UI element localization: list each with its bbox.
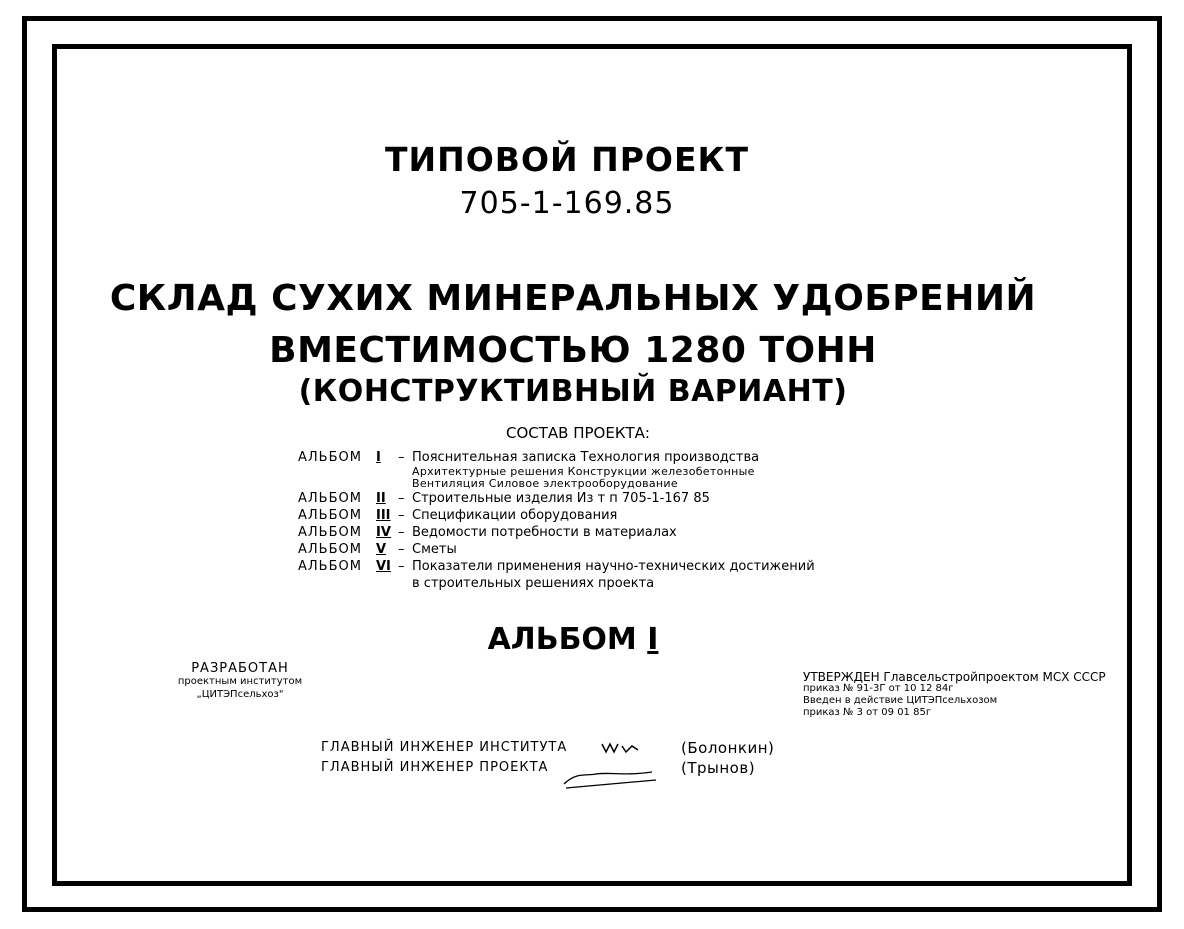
- album-description: [412, 541, 457, 558]
- album-word: АЛЬБОМ: [298, 491, 362, 506]
- album-number: VI: [376, 559, 391, 574]
- album-row: [298, 449, 815, 490]
- developed-heading: РАЗРАБОТАН: [191, 661, 289, 676]
- album-description-line: Строительные изделия Из т п 705-1-167 85: [412, 491, 710, 506]
- album-dash: –: [398, 542, 405, 557]
- album-dash: –: [398, 450, 405, 465]
- developed-block: [150, 662, 330, 701]
- album-word: АЛЬБОМ: [298, 525, 362, 540]
- album-description-line: Вентиляция Силовое электрооборудование: [412, 477, 678, 490]
- album-list: [298, 449, 815, 592]
- signature-row: [321, 758, 774, 778]
- composition-heading: СОСТАВ ПРОЕКТА:: [506, 424, 650, 442]
- doc-number: 705-1-169.85: [459, 186, 675, 221]
- album-row: [298, 541, 815, 558]
- album-dash: –: [398, 491, 405, 506]
- album-description-line: Архитектурные решения Конструкции железобетонные: [412, 465, 755, 478]
- album-title: [0, 622, 1146, 657]
- title-line-3: (КОНСТРУКТИВНЫЙ ВАРИАНТ): [298, 374, 848, 409]
- album-word: АЛЬБОМ: [298, 559, 362, 574]
- doc-type: ТИПОВОЙ ПРОЕКТ: [385, 140, 749, 179]
- album-description: [412, 524, 677, 541]
- album-word: АЛЬБОМ: [298, 542, 362, 557]
- album-description-line: Спецификации оборудования: [412, 508, 618, 523]
- signature-title: ГЛАВНЫЙ ИНЖЕНЕР ИНСТИТУТА: [321, 740, 568, 755]
- signature-name: (Трынов): [681, 759, 756, 777]
- album-description: [412, 449, 759, 490]
- album-number: II: [376, 491, 386, 506]
- album-description: [412, 507, 617, 524]
- developed-line: „ЦИТЭПсельхоз": [196, 689, 284, 700]
- album-description-line: Показатели применения научно-технических достижений: [412, 559, 815, 574]
- signatures-block: [321, 738, 774, 778]
- album-title-number: I: [647, 622, 659, 657]
- album-row: [298, 524, 815, 541]
- album-description: [412, 490, 710, 507]
- album-description-line: в строительных решениях проекта: [412, 576, 655, 591]
- album-word: АЛЬБОМ: [298, 508, 362, 523]
- album-description-line: Сметы: [412, 542, 457, 557]
- title-line-2: ВМЕСТИМОСТЬЮ 1280 ТОНН: [269, 330, 877, 371]
- approved-line: приказ № 91-3Г от 10 12 84г: [803, 683, 954, 694]
- approved-heading: УТВЕРЖДЕН Главсельстройпроектом МСХ СССР: [803, 670, 1106, 684]
- album-row: [298, 490, 815, 507]
- approved-line: Введен в действие ЦИТЭПсельхозом: [803, 695, 998, 706]
- album-dash: –: [398, 559, 405, 574]
- signature-mark-2: [556, 762, 666, 792]
- album-row: [298, 507, 815, 524]
- album-description-line: Пояснительная записка Технология производства: [412, 450, 760, 465]
- album-description: [412, 558, 815, 592]
- album-dash: –: [398, 525, 405, 540]
- signature-mark-1: [598, 738, 658, 758]
- approved-block: [803, 671, 1106, 719]
- title-line-1: СКЛАД СУХИХ МИНЕРАЛЬНЫХ УДОБРЕНИЙ: [109, 278, 1037, 319]
- album-number: V: [376, 542, 387, 557]
- album-number: I: [376, 450, 381, 465]
- album-number: IV: [376, 525, 391, 540]
- album-number: III: [376, 508, 391, 523]
- album-dash: –: [398, 508, 405, 523]
- developed-line: проектным институтом: [177, 676, 303, 687]
- album-description-line: Ведомости потребности в материалах: [412, 525, 677, 540]
- signature-title: ГЛАВНЫЙ ИНЖЕНЕР ПРОЕКТА: [321, 760, 549, 775]
- signature-row: [321, 738, 774, 758]
- album-row: [298, 558, 815, 592]
- signature-name: (Болонкин): [681, 739, 775, 757]
- approved-line: приказ № 3 от 09 01 85г: [803, 707, 932, 718]
- album-word: АЛЬБОМ: [298, 450, 362, 465]
- album-title-word: АЛЬБОМ: [487, 622, 637, 657]
